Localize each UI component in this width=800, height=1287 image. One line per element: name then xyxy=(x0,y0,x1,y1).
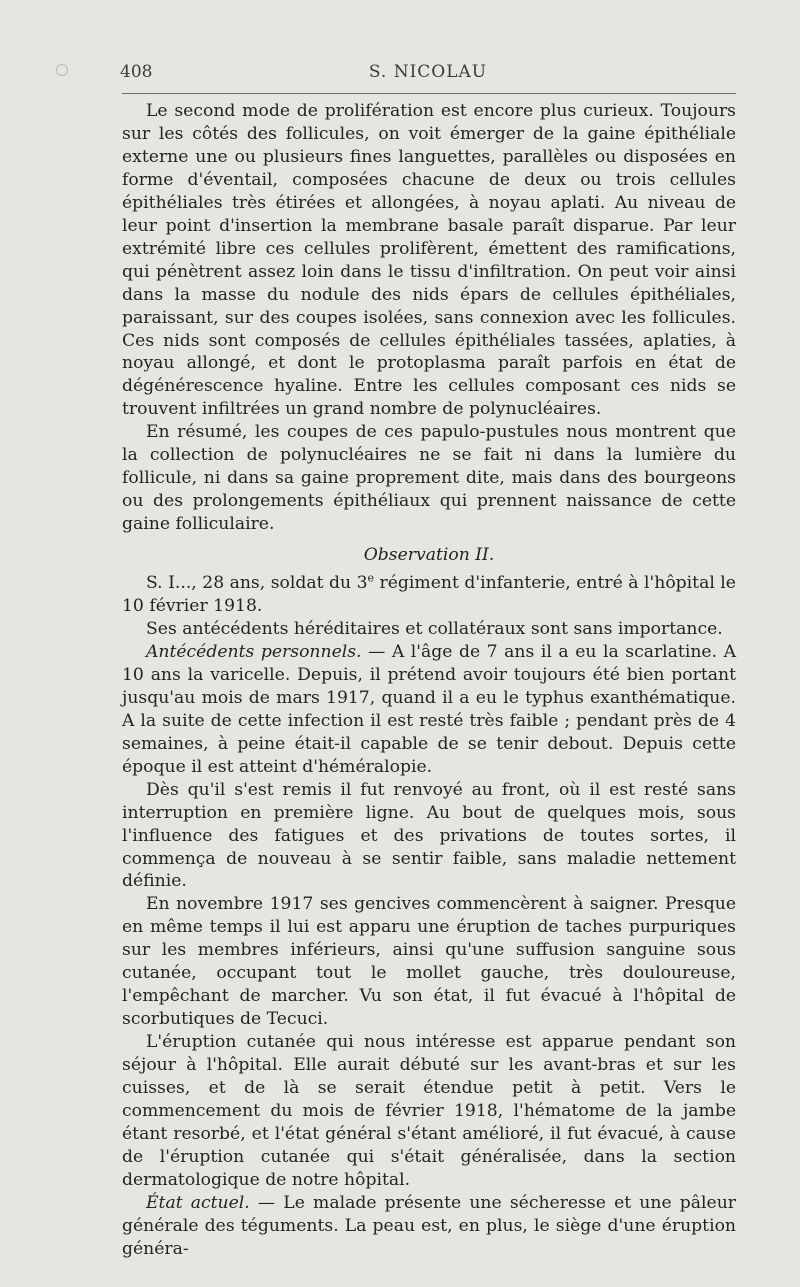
observation-title: Observation II. xyxy=(363,545,495,566)
margin-mark xyxy=(56,64,68,76)
paragraph-antecedents-personnels xyxy=(122,641,736,779)
paragraph-resume: En résumé, les coupes de ces papulo-pustules nous montrent que la collection de polynucléaires ne se fait ni dans la lumière du follicule, ni dans sa gaine proprement dite, mais dans des bourgeons ou des prolongements épithéliaux qui prennent naissance de cette gaine folliculaire. xyxy=(122,422,736,535)
antecedents-personnels-label: Antécédents personnels. xyxy=(146,641,362,662)
etat-actuel-text: — Le malade présente une sécheresse et une pâleur générale des téguments. La peau est, en plus, le siège d'une éruption généra- xyxy=(122,1192,736,1259)
ordinal-superscript: e xyxy=(367,571,375,585)
paragraph-eruption: L'éruption cutanée qui nous intéresse est apparue pendant son séjour à l'hôpital. Elle aurait débuté sur les avant-bras et sur les cuisses, et de là se serait étendue petit à petit. Vers le commencement du mois de février 1918, l'hématome de la jambe étant resorbé, et l'état général s'étant amélioré, il fut évacué, à cause de l'éruption cutanée qui s'était généralisée, dans la section dermatologique de notre hôpital. xyxy=(122,1032,736,1190)
paragraph-etat-actuel xyxy=(122,1192,736,1261)
observation-intro xyxy=(122,572,736,618)
observation-intro-start: S. I..., 28 ans, soldat du 3 xyxy=(146,573,368,594)
paragraph-antecedents-hereditaires: Ses antécédents héréditaires et collatéraux sont sans importance. xyxy=(146,618,723,639)
paragraph-proliferation: Le second mode de prolifération est encore plus curieux. Toujours sur les côtés des follicules, on voit émerger de la gaine épithéliale externe une ou plusieurs fines languettes, parallèles ou disposées en forme d'éventail, composées chacune de deux ou trois cellules épithéliales très étirées et allongées, à noyau aplati. Au niveau de leur point d'insertion la membrane basale paraît disparue. Par leur extrémité libre ces cellules prolifèrent, émettent des ramifications, qui pénètrent assez loin dans le tissu d'infiltration. On peut voir ainsi dans la masse du nodule des nids épars de cellules épithéliales, paraissant, sur des coupes isolées, sans connexion avec les follicules. Ces nids sont composés de cellules épithéliales tassées, aplaties, à noyau allongé, et dont le protoplasma paraît parfois en état de dégénérescence hyaline. Entre les cellules composant ces nids se trouvent infiltrées un grand nombre de polynucléaires. xyxy=(122,101,736,420)
header-rule xyxy=(122,93,736,94)
body-text xyxy=(122,100,736,1261)
observation-intro-end: régiment d'infanterie, entré à l'hôpital le 10 février 1918. xyxy=(122,573,736,617)
page-header xyxy=(120,58,736,84)
etat-actuel-label: État actuel. xyxy=(146,1192,250,1213)
page-number: 408 xyxy=(120,62,153,82)
paragraph-novembre: En novembre 1917 ses gencives commencèrent à saigner. Presque en même temps il lui est apparu une éruption de taches purpuriques sur les membres inférieurs, ainsi qu'une suffusion sanguine sous cutanée, occupant tout le mollet gauche, très douloureuse, l'empêchant de marcher. Vu son état, il fut évacué à l'hôpital de scorbutiques de Tecuci. xyxy=(122,894,736,1030)
antecedents-personnels-text: — A l'âge de 7 ans il a eu la scarlatine. A 10 ans la varicelle. Depuis, il prétend avoir toujours été bien portant jusqu'au mois de mars 1917, quand il a eu le typhus exanthématique. A la suite de cette infection il est resté très faible ; pendant près de 4 semaines, à peine était-il capable de se tenir debout. Depuis cette époque il est atteint d'héméralopie. xyxy=(122,641,736,777)
running-head: S. NICOLAU xyxy=(368,62,488,82)
paragraph-front: Dès qu'il s'est remis il fut renvoyé au front, où il est resté sans interruption en première ligne. Au bout de quelques mois, sous l'influence des fatigues et des privations de toutes sortes, il commença de nouveau à se sentir faible, sans maladie nettement définie. xyxy=(122,779,736,892)
